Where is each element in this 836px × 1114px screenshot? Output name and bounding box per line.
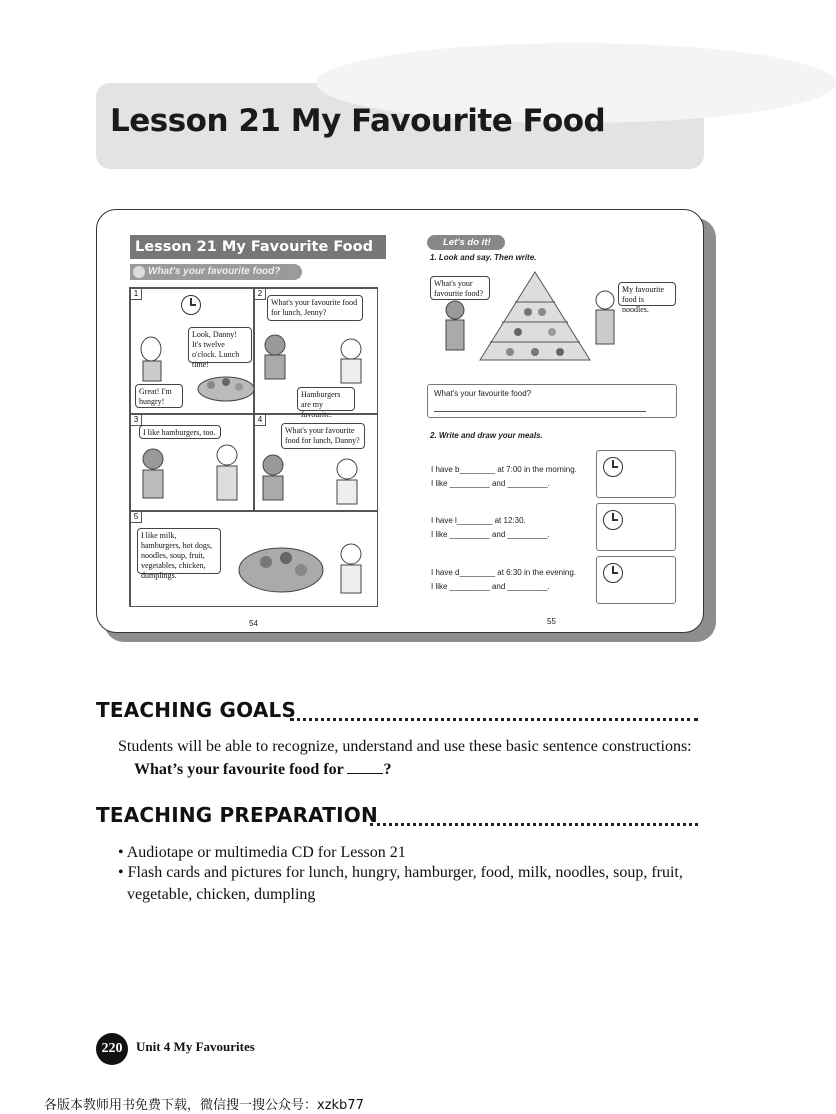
panel-number: 5 <box>131 512 142 523</box>
right-page-number: 55 <box>547 617 556 626</box>
comic-panel-3 <box>130 414 254 511</box>
teaching-goals-text: Students will be able to recognize, understand and use these basic sentence constructions: <box>118 738 692 755</box>
book-page-subheader <box>130 264 302 280</box>
preparation-item: • Flash cards and pictures for lunch, hungry, hamburger, food, milk, noodles, soup, fruit, <box>118 864 683 881</box>
characters-illustration <box>255 289 379 415</box>
meal-line: I like _________ and _________. <box>431 582 550 591</box>
task-2-instruction: 2. Write and draw your meals. <box>430 431 543 440</box>
panel-number: 4 <box>255 415 266 426</box>
panel-number: 3 <box>131 415 142 426</box>
characters-illustration <box>131 415 255 512</box>
dotted-rule <box>290 718 698 721</box>
title-banner <box>96 83 704 169</box>
question-text: What's your favourite food? <box>434 389 532 398</box>
meal-line: I have l________ at 12:30. <box>431 516 526 525</box>
sentence-prefix: What’s your favourite food for <box>134 761 348 778</box>
left-page-number: 54 <box>249 619 258 628</box>
sentence-suffix: ? <box>383 761 392 778</box>
speech-bubble: My favourite food is noodles. <box>618 282 676 306</box>
speech-bubble: I like hamburgers, too. <box>139 425 221 439</box>
footer-note: 各版本教师用书免费下载，微信搜一搜公众号：xzkb77 <box>44 1098 364 1113</box>
meal-line: I have b________ at 7:00 in the morning. <box>431 465 577 474</box>
clock-icon <box>603 563 623 583</box>
clock-icon <box>603 510 623 530</box>
book-page-header: Lesson 21 My Favourite Food <box>130 235 386 259</box>
comic-panel-1 <box>130 288 254 414</box>
speech-bubble: What's your favourite food for lunch, Jenny? <box>267 295 363 321</box>
lets-do-it-header: Let's do it! <box>427 235 505 250</box>
speech-bubble: Hamburgers are my favourite. <box>297 387 355 411</box>
page-number-badge: 220 <box>96 1033 128 1065</box>
meal-line: I like _________ and _________. <box>431 530 550 539</box>
comic-panel-4 <box>254 414 378 511</box>
panel-number: 2 <box>255 289 266 300</box>
subheader-text: What's your favourite food? <box>148 266 281 277</box>
comic-strip <box>129 287 378 607</box>
speech-bubble: What's your favourite food for lunch, Danny? <box>281 423 365 449</box>
fill-blank <box>347 761 383 774</box>
preparation-item: • Audiotape or multimedia CD for Lesson 21 <box>118 844 406 861</box>
dotted-rule <box>370 823 698 826</box>
meal-line: I have d________ at 6:30 in the evening. <box>431 568 577 577</box>
unit-label: Unit 4 My Favourites <box>136 1039 255 1054</box>
teaching-goals-heading: TEACHING GOALS <box>96 698 297 722</box>
food-pyramid-illustration <box>440 270 630 380</box>
question-box <box>427 384 677 418</box>
teaching-preparation-heading: TEACHING PREPARATION <box>96 803 378 827</box>
preparation-item-continued: vegetable, chicken, dumpling <box>127 886 316 903</box>
food-table-illustration <box>131 512 379 608</box>
drawing-box <box>596 503 676 551</box>
speech-bubble: Look, Danny! It's twelve o'clock. Lunch time! <box>188 327 252 363</box>
lesson-title: Lesson 21 My Favourite Food <box>110 103 606 139</box>
clock-icon <box>603 457 623 477</box>
speech-bubble: What's your favourite food? <box>430 276 490 300</box>
lunch-scene-illustration <box>131 289 255 415</box>
answer-line <box>434 411 646 412</box>
speech-bubble: I like milk, hamburgers, hot dogs, noodles, soup, fruit, vegetables, chicken, dumplings. <box>137 528 221 574</box>
section-number-badge <box>133 266 145 278</box>
panel-number: 1 <box>131 289 142 300</box>
drawing-box <box>596 450 676 498</box>
comic-panel-5 <box>130 511 378 607</box>
task-1-instruction: 1. Look and say. Then write. <box>430 253 537 262</box>
meal-line: I like _________ and _________. <box>431 479 550 488</box>
drawing-box <box>596 556 676 604</box>
characters-illustration <box>255 415 379 512</box>
sentence-pattern <box>134 761 391 779</box>
comic-panel-2 <box>254 288 378 419</box>
speech-bubble: Great! I'm hungry! <box>135 384 183 408</box>
